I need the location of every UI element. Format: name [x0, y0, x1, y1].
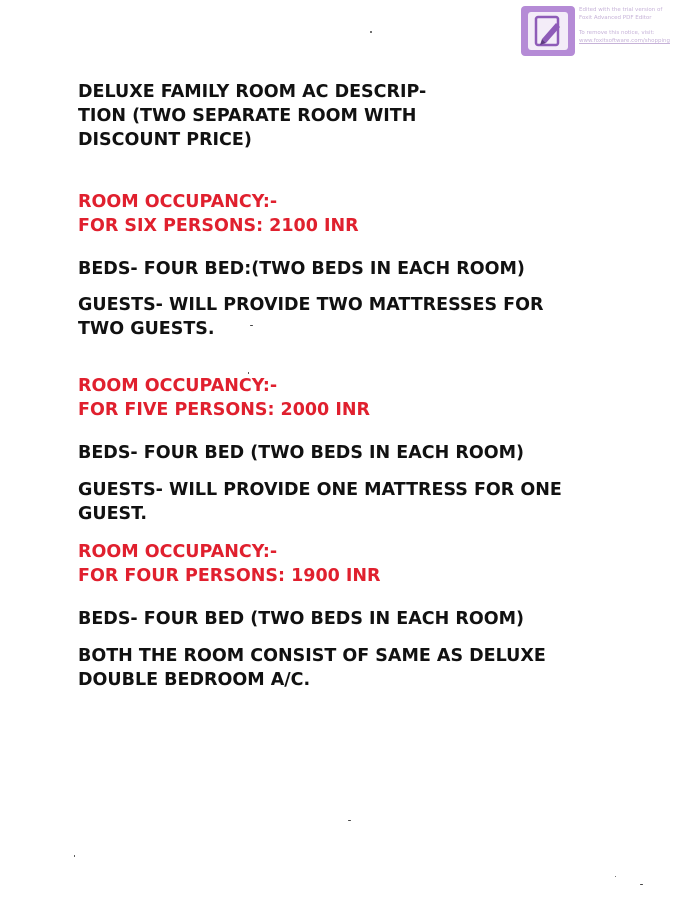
pen-document-icon: [521, 6, 575, 56]
scan-speck: [348, 820, 351, 821]
occupancy-block-six: [78, 190, 359, 238]
occupancy-block-five: [78, 374, 370, 422]
guests-line: GUEST.: [78, 504, 148, 524]
guests-block: [78, 293, 543, 341]
watermark-line: To remove this notice, visit:: [579, 30, 655, 37]
guests-line: GUESTS- WILL PROVIDE TWO MATTRESSES FOR: [78, 295, 544, 315]
beds-line: BEDS- FOUR BED:(TWO BEDS IN EACH ROOM): [78, 259, 525, 279]
scan-speck: [370, 31, 372, 33]
occupancy-label: ROOM OCCUPANCY:-: [78, 542, 278, 562]
watermark-link[interactable]: www.foxitsoftware.com/shopping: [579, 37, 670, 44]
occupancy-price: FOR SIX PERSONS: 2100 INR: [78, 216, 359, 236]
occupancy-label: ROOM OCCUPANCY:-: [78, 192, 278, 212]
scan-speck: [640, 884, 643, 885]
guests-line: GUESTS- WILL PROVIDE ONE MATTRESS FOR ONE: [78, 480, 562, 500]
title-line: DISCOUNT PRICE): [78, 130, 252, 150]
closing-line: BOTH THE ROOM CONSIST OF SAME AS DELUXE: [78, 646, 546, 666]
guests-block: [78, 478, 562, 526]
scan-speck: [615, 876, 616, 877]
watermark-notice: [579, 7, 683, 45]
closing-line: DOUBLE BEDROOM A/C.: [78, 670, 311, 690]
guests-line: TWO GUESTS.: [78, 319, 215, 339]
occupancy-price: FOR FIVE PERSONS: 2000 INR: [78, 400, 370, 420]
beds-line: BEDS- FOUR BED (TWO BEDS IN EACH ROOM): [78, 609, 524, 629]
editor-watermark: [521, 6, 681, 56]
closing-note: [78, 644, 546, 692]
scan-speck: [248, 372, 249, 374]
scan-speck: [250, 325, 253, 326]
title-line: DELUXE FAMILY ROOM AC DESCRIP-: [78, 82, 427, 102]
watermark-line: Foxit Advanced PDF Editor: [579, 14, 652, 21]
occupancy-block-four: [78, 540, 381, 588]
watermark-line: Edited with the trial version of: [579, 7, 663, 13]
occupancy-price: FOR FOUR PERSONS: 1900 INR: [78, 566, 381, 586]
beds-line: BEDS- FOUR BED (TWO BEDS IN EACH ROOM): [78, 443, 524, 463]
scan-speck: [74, 855, 75, 857]
title-line: TION (TWO SEPARATE ROOM WITH: [78, 106, 417, 126]
occupancy-label: ROOM OCCUPANCY:-: [78, 376, 278, 396]
document-title: [78, 80, 426, 152]
